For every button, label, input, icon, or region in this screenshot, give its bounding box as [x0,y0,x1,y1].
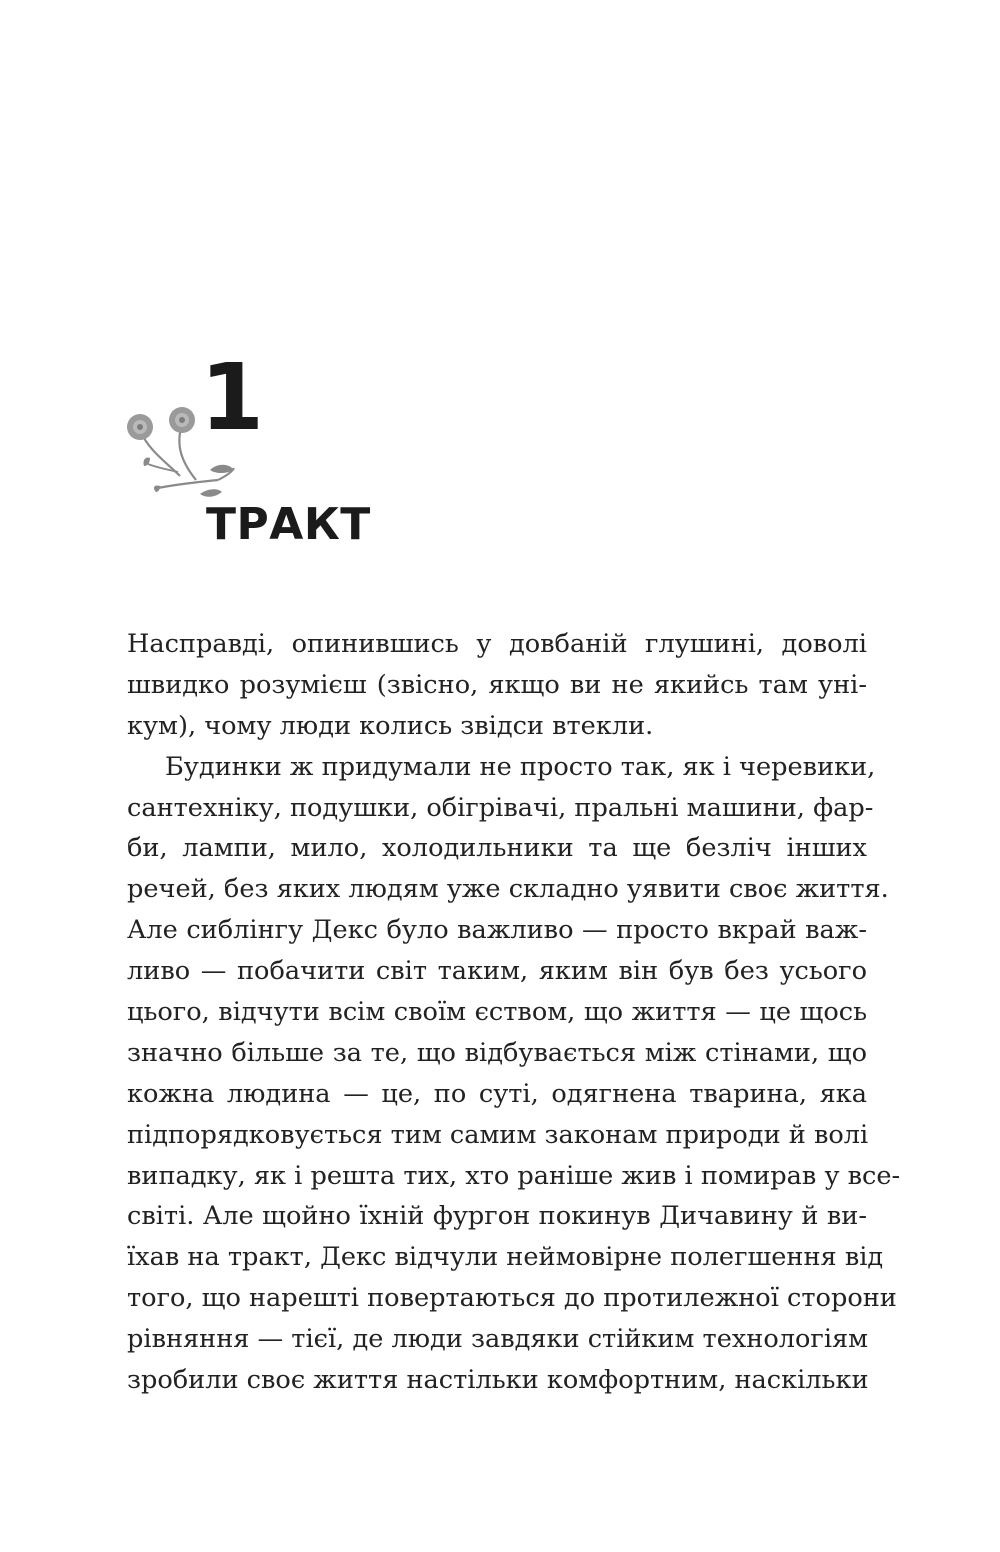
text-line: ливо — побачити світ таким, яким він був без усього [127,956,867,987]
text-line: Будинки ж придумали не просто так, як і черевики, [165,751,876,782]
chapter-number: 1 [200,344,263,451]
text-line: кум), чому люди колись звідси втекли. [127,710,654,741]
text-line: значно більше за те, що відбувається між стінами, що [127,1037,867,1068]
text-line: сантехніку, подушки, обігрівачі, пральні машини, фар- [127,792,874,823]
text-line: рівняння — тієї, де люди завдяки стійким технологіям [127,1324,869,1355]
text-line: випадку, як і решта тих, хто раніше жив і помирав у все- [127,1160,901,1191]
chapter-body [127,624,901,1401]
text-line: би, лампи, мило, холодильники та ще безліч інших [127,833,867,864]
text-line: того, що нарешті повертаються до протилежної сторони [127,1283,897,1314]
chapter-title: ТРАКТ [206,499,371,550]
text-line: світі. Але щойно їхній фургон покинув Дичавину й ви- [127,1201,867,1232]
text-line: Насправді, опинившись у довбаній глушині, доволі [127,629,867,659]
text-line: підпорядковується тим самим законам природи й волі [127,1119,869,1150]
text-line: їхав на тракт, Декс відчули неймовірне полегшення від [127,1242,884,1273]
text-line: цього, відчути всім своїм єством, що життя — це щось [127,997,867,1028]
text-line: речей, без яких людям уже складно уявити своє життя. [127,874,889,905]
text-line: кожна людина — це, по суті, одягнена тварина, яка [127,1078,867,1109]
text-line: зробили своє життя настільки комфортним, наскільки [127,1365,869,1396]
text-line: швидко розумієш (звісно, якщо ви не якийсь там уні- [127,669,867,700]
text-line: Але сиблінгу Декс було важливо — просто вкрай важ- [127,915,867,946]
